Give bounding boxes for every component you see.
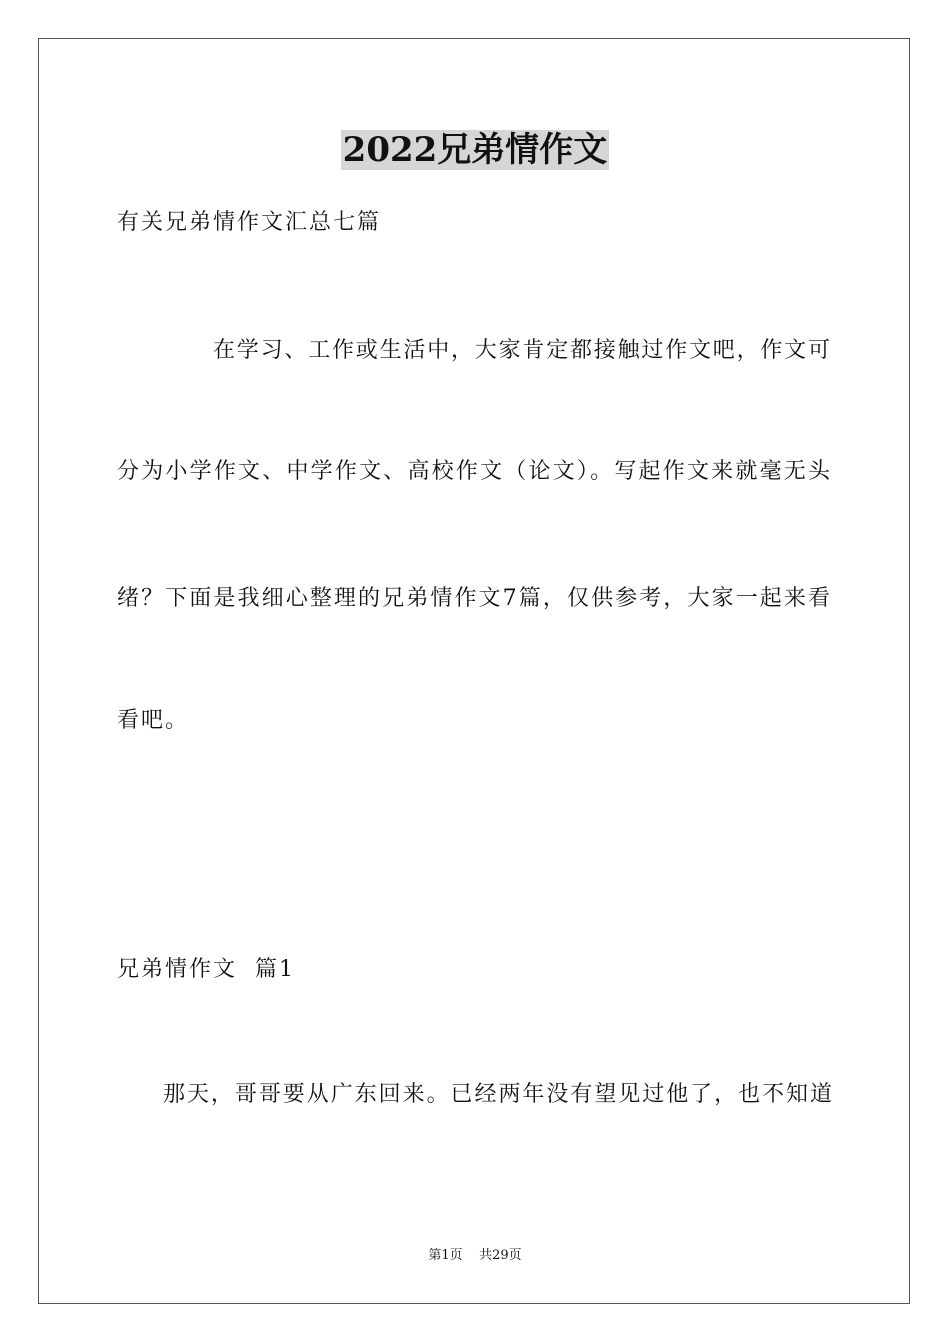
- intro-paragraph-line: 在学习、工作或生活中，大家肯定都接触过作文吧，作文可: [213, 338, 830, 363]
- section-paragraph-line: 那天，哥哥要从广东回来。已经两年没有望见过他了，也不知道: [163, 1082, 832, 1107]
- document-title: [0, 128, 950, 172]
- title-text: 2022兄弟情作文: [342, 130, 608, 170]
- document-subtitle: 有关兄弟情作文汇总七篇: [117, 210, 382, 235]
- intro-paragraph-line: 看吧。: [117, 708, 190, 733]
- intro-paragraph-line: 分为小学作文、中学作文、高校作文（论文）。写起作文来就毫无头: [117, 459, 830, 484]
- page-number: 第1页 共29页: [428, 1248, 522, 1263]
- section-heading: 兄弟情作文 篇1: [117, 957, 295, 982]
- intro-paragraph-line: 绪？下面是我细心整理的兄弟情作文7篇，仅供参考，大家一起来看: [117, 586, 830, 611]
